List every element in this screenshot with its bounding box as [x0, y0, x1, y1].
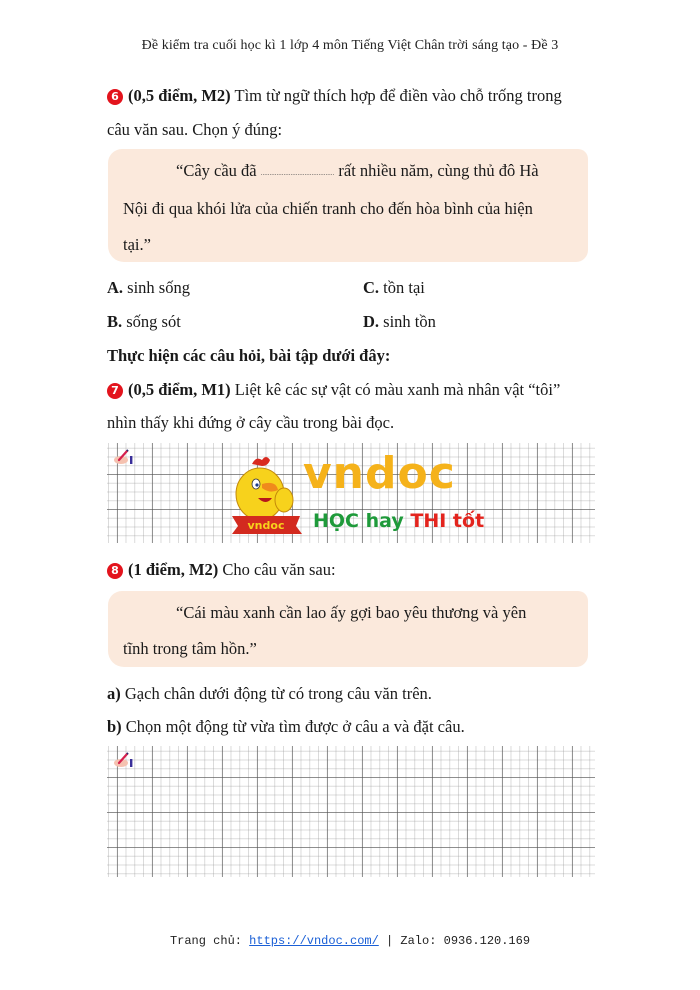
option-text: sinh sống [127, 278, 190, 297]
question-points: (0,5 điểm, M1) [128, 380, 231, 399]
tagline-green: HỌC hay [313, 510, 404, 532]
question-number-badge: 6 [107, 89, 123, 105]
question-8-line1 [107, 560, 336, 580]
vndoc-logo [228, 448, 485, 540]
footer-zalo: Zalo: 0936.120.169 [400, 934, 531, 948]
svg-text:vndoc: vndoc [247, 519, 285, 532]
quote-box-q6 [108, 149, 588, 262]
question-points: (1 điểm, M2) [128, 560, 219, 579]
question-number-badge: 7 [107, 383, 123, 399]
part-label: a) [107, 684, 121, 703]
chicken-mascot-icon [228, 454, 304, 540]
answer-grid-q8[interactable] [107, 746, 595, 877]
quote-text: rất nhiều năm, cùng thủ đô Hà [338, 161, 539, 180]
writing-hand-icon [113, 752, 135, 768]
option-letter: C. [363, 278, 380, 297]
question-6-line2: câu văn sau. Chọn ý đúng: [107, 120, 283, 139]
option-d[interactable] [363, 312, 436, 332]
footer-separator: | [386, 934, 394, 948]
page-footer [0, 934, 700, 948]
part-label: b) [107, 717, 122, 736]
part-b [107, 717, 465, 737]
logo-tagline [313, 510, 484, 532]
option-letter: D. [363, 312, 380, 331]
question-prompt: Cho câu văn sau: [222, 560, 336, 579]
tagline-red: THI tốt [410, 510, 485, 532]
writing-hand-icon [113, 449, 135, 465]
quote-text: Nội đi qua khói lửa của chiến tranh cho đến hòa bình của hiện [123, 199, 533, 218]
option-c[interactable] [363, 278, 425, 298]
question-6-line1 [107, 86, 562, 106]
quote-text: tại.” [123, 235, 151, 254]
option-letter: A. [107, 278, 124, 297]
footer-home-label: Trang chủ: [169, 934, 242, 948]
option-b[interactable] [107, 312, 181, 332]
question-prompt: Liệt kê các sự vật có màu xanh mà nhân vật “tôi” [234, 380, 561, 399]
part-text: Gạch chân dưới động từ có trong câu văn trên. [124, 684, 432, 703]
option-letter: B. [107, 312, 123, 331]
page-header-title: Đề kiểm tra cuối học kì 1 lớp 4 môn Tiếng Việt Chân trời sáng tạo - Đề 3 [141, 38, 559, 53]
vndoc-wordmark: vndoc [303, 448, 456, 499]
part-text: Chọn một động từ vừa tìm được ở câu a và đặt câu. [125, 717, 465, 736]
part-a [107, 684, 432, 704]
option-text: sinh tồn [383, 312, 436, 331]
option-text: sống sót [126, 312, 181, 331]
quote-text: “Cái màu xanh cần lao ấy gợi bao yêu thương và yên [176, 603, 527, 622]
option-text: tồn tại [383, 278, 425, 297]
question-7-line2: nhìn thấy khi đứng ở cây cầu trong bài đọc. [107, 413, 395, 432]
fill-in-blank[interactable]: .......................................... [260, 169, 335, 177]
question-7-line1 [107, 380, 560, 400]
option-a[interactable] [107, 278, 190, 298]
question-points: (0,5 điểm, M2) [128, 86, 231, 105]
question-prompt: Tìm từ ngữ thích hợp để điền vào chỗ trống trong [234, 86, 562, 105]
quote-text: tĩnh trong tâm hồn.” [123, 639, 257, 658]
section-heading: Thực hiện các câu hỏi, bài tập dưới đây: [107, 346, 391, 365]
question-number-badge: 8 [107, 563, 123, 579]
footer-home-link[interactable]: https://vndoc.com/ [249, 934, 379, 948]
quote-text: “Cây cầu đã [176, 161, 257, 180]
quote-box-q8 [108, 591, 588, 667]
